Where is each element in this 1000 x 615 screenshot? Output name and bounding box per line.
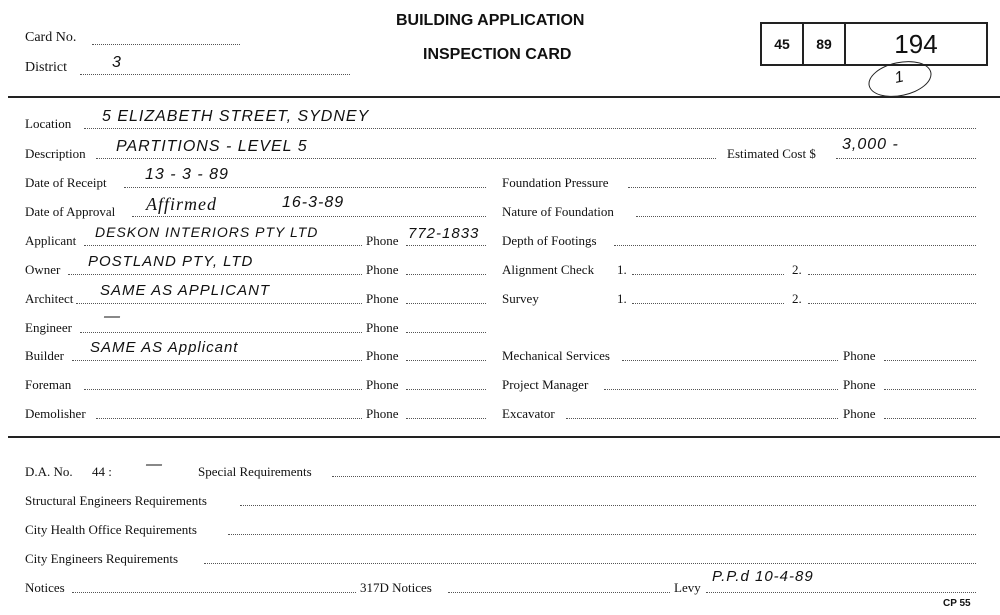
- special-requirements-label: Special Requirements: [198, 464, 312, 479]
- applicant-value: DESKON INTERIORS PTY LTD: [95, 224, 319, 240]
- special-requirements-line: [332, 476, 976, 477]
- city-health-label: City Health Office Requirements: [25, 522, 197, 537]
- architect-line: [76, 303, 362, 304]
- description-label: Description: [25, 146, 86, 161]
- levy-value: P.P.d 10-4-89: [712, 568, 814, 585]
- foreman-line: [84, 389, 362, 390]
- card-number-part-c: 194: [894, 28, 938, 59]
- builder-line: [72, 360, 362, 361]
- city-engineers-line: [204, 563, 976, 564]
- owner-phone-label: Phone: [366, 262, 399, 277]
- architect-phone-line: [406, 303, 486, 304]
- description-line: [96, 158, 716, 159]
- city-engineers-label: City Engineers Requirements: [25, 551, 179, 566]
- mechanical-services-label: Mechanical Services: [502, 348, 610, 363]
- da-dash: —: [146, 456, 163, 473]
- location-line: [84, 128, 976, 129]
- project-manager-phone-line: [884, 389, 976, 390]
- notices-label: Notices: [25, 580, 65, 595]
- architect-label: Architect: [25, 291, 74, 306]
- notices-line: [72, 592, 356, 593]
- demolisher-label: Demolisher: [25, 406, 86, 421]
- mechanical-services-phone-line: [884, 360, 976, 361]
- date-of-approval-line: [132, 216, 486, 217]
- date-of-approval-value: 16-3-89: [282, 194, 345, 211]
- da-no-value: 44 :: [92, 464, 112, 479]
- alignment-check-option-1: 1.: [617, 262, 627, 277]
- demolisher-phone-line: [406, 418, 486, 419]
- builder-phone-label: Phone: [366, 348, 399, 363]
- lower-divider: [8, 436, 1000, 438]
- card-number-part-b: 89: [804, 24, 846, 64]
- structural-engineers-line: [240, 505, 976, 506]
- title-line-1: BUILDING APPLICATION: [396, 12, 585, 29]
- city-health-line: [228, 534, 976, 535]
- district-value: 3: [112, 54, 122, 71]
- location-value: 5 ELIZABETH STREET, SYDNEY: [102, 108, 370, 125]
- owner-value: POSTLAND PTY, LTD: [88, 253, 254, 270]
- engineer-value: —: [104, 308, 121, 325]
- card-no-label: Card No.: [25, 30, 77, 45]
- estimated-cost-label: Estimated Cost $: [727, 146, 816, 161]
- demolisher-line: [96, 418, 362, 419]
- engineer-phone-label: Phone: [366, 320, 399, 335]
- depth-of-footings-label: Depth of Footings: [502, 233, 597, 248]
- project-manager-phone-label: Phone: [843, 377, 876, 392]
- foreman-phone-line: [406, 389, 486, 390]
- survey-option-2: 2.: [792, 291, 802, 306]
- applicant-label: Applicant: [25, 233, 77, 248]
- da-no-label: D.A. No.: [25, 464, 73, 479]
- builder-value: SAME AS Applicant: [90, 339, 239, 356]
- nature-of-foundation-label: Nature of Foundation: [502, 204, 614, 219]
- foundation-pressure-line: [628, 187, 976, 188]
- date-of-approval-label: Date of Approval: [25, 204, 116, 219]
- engineer-line: [80, 332, 362, 333]
- applicant-line: [84, 245, 362, 246]
- mechanical-services-phone-label: Phone: [843, 348, 876, 363]
- date-of-receipt-label: Date of Receipt: [25, 175, 107, 190]
- alignment-check-line-2: [808, 274, 976, 275]
- title-line-2: INSPECTION CARD: [423, 46, 572, 63]
- owner-label: Owner: [25, 262, 61, 277]
- nature-of-foundation-line: [636, 216, 976, 217]
- header-divider: [8, 96, 1000, 98]
- foundation-pressure-label: Foundation Pressure: [502, 175, 609, 190]
- notices-317d-label: 317D Notices: [360, 580, 432, 595]
- district-label: District: [25, 60, 67, 75]
- card-number-part-a: 45: [762, 24, 804, 64]
- estimated-cost-line: [836, 158, 976, 159]
- district-line: [80, 74, 350, 75]
- estimated-cost-value: 3,000 -: [842, 136, 899, 153]
- structural-engineers-label: Structural Engineers Requirements: [25, 493, 207, 508]
- mechanical-services-line: [622, 360, 838, 361]
- foreman-phone-label: Phone: [366, 377, 399, 392]
- survey-line-2: [808, 303, 976, 304]
- foreman-label: Foreman: [25, 377, 72, 392]
- alignment-check-option-2: 2.: [792, 262, 802, 277]
- builder-label: Builder: [25, 348, 64, 363]
- builder-phone-line: [406, 360, 486, 361]
- project-manager-label: Project Manager: [502, 377, 589, 392]
- applicant-phone-value: 772-1833: [408, 225, 480, 242]
- form-code: CP 55: [943, 598, 971, 609]
- demolisher-phone-label: Phone: [366, 406, 399, 421]
- depth-of-footings-line: [614, 245, 976, 246]
- owner-line: [68, 274, 362, 275]
- levy-label: Levy: [674, 580, 701, 595]
- survey-label: Survey: [502, 291, 539, 306]
- date-of-receipt-value: 13 - 3 - 89: [145, 166, 229, 183]
- survey-option-1: 1.: [617, 291, 627, 306]
- survey-line-1: [632, 303, 784, 304]
- excavator-label: Excavator: [502, 406, 555, 421]
- applicant-phone-line: [406, 245, 486, 246]
- applicant-phone-label: Phone: [366, 233, 399, 248]
- architect-value: SAME AS APPLICANT: [100, 282, 271, 299]
- circled-mark: 1: [865, 56, 935, 103]
- location-label: Location: [25, 116, 72, 131]
- alignment-check-label: Alignment Check: [502, 262, 595, 277]
- excavator-phone-label: Phone: [843, 406, 876, 421]
- date-of-receipt-line: [124, 187, 486, 188]
- engineer-phone-line: [406, 332, 486, 333]
- description-value: PARTITIONS - LEVEL 5: [116, 138, 308, 155]
- project-manager-line: [604, 389, 838, 390]
- notices-317d-line: [448, 592, 670, 593]
- levy-line: [706, 592, 976, 593]
- card-number-box: [760, 22, 988, 66]
- date-of-approval-note: Affirmed: [146, 194, 217, 214]
- excavator-line: [566, 418, 838, 419]
- alignment-check-line-1: [632, 274, 784, 275]
- owner-phone-line: [406, 274, 486, 275]
- engineer-label: Engineer: [25, 320, 72, 335]
- excavator-phone-line: [884, 418, 976, 419]
- card-no-line: [92, 44, 240, 45]
- architect-phone-label: Phone: [366, 291, 399, 306]
